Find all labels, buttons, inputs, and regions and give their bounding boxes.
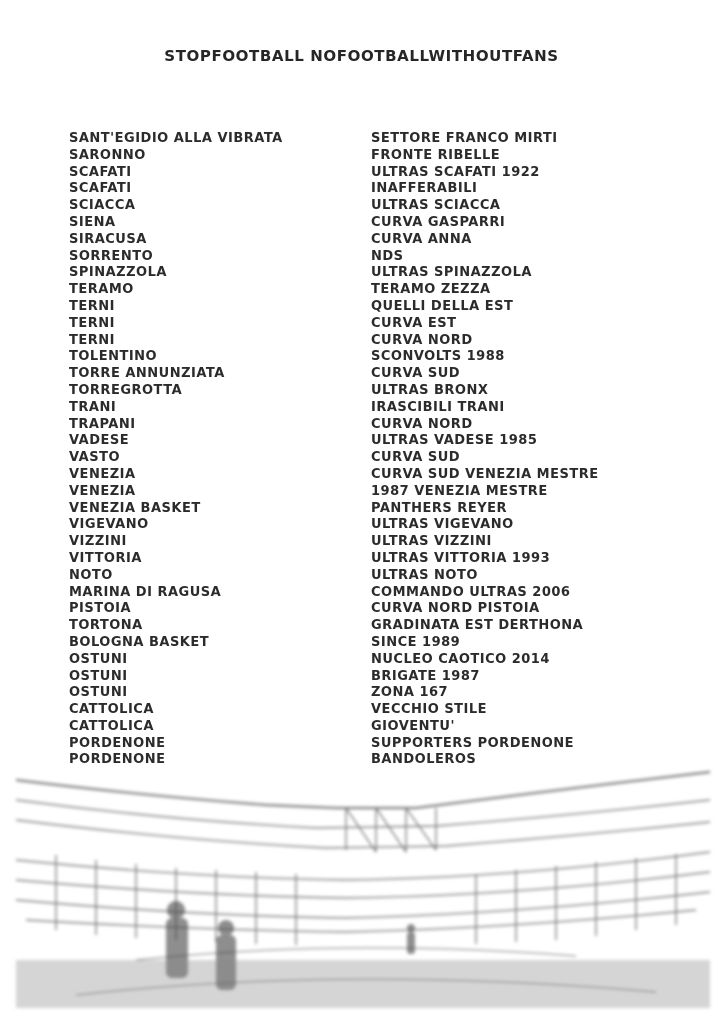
list-item [69,333,669,350]
list-item [69,299,669,316]
list-item [69,198,669,215]
city-name: TRAPANI [69,416,136,432]
city-name: SORRENTO [69,248,154,264]
group-name: IRASCIBILI TRANI [371,399,505,415]
group-name: GIOVENTU' [371,718,455,734]
city-name: TOLENTINO [69,349,158,365]
city-name: VIGEVANO [69,517,149,533]
group-name: CURVA GASPARRI [371,214,506,230]
list-item [69,383,669,400]
group-name: COMMANDO ULTRAS 2006 [371,584,571,600]
list-item [69,165,669,182]
city-name: SCAFATI [69,164,132,180]
group-name: SETTORE FRANCO MIRTI [371,131,558,146]
city-name: CATTOLICA [69,718,154,734]
list-item [69,282,669,299]
list-item [69,669,669,686]
city-name: TERAMO [69,282,134,298]
city-name: NOTO [69,567,113,583]
group-name: ULTRAS VIGEVANO [371,517,514,533]
group-name: ULTRAS SPINAZZOLA [371,265,532,281]
list-item [69,467,669,484]
city-name: CATTOLICA [69,702,154,718]
list-item [69,719,669,736]
city-name: OSTUNI [69,651,128,667]
list-item [69,349,669,366]
list-item [69,232,669,249]
group-name: INAFFERABILI [371,181,478,197]
group-name: QUELLI DELLA EST [371,298,514,314]
list-item [69,585,669,602]
city-name: VIZZINI [69,534,127,550]
list-item [69,551,669,568]
group-name: ULTRAS VADESE 1985 [371,433,538,449]
list-item [69,181,669,198]
group-name: CURVA EST [371,315,457,331]
group-name: SINCE 1989 [371,634,461,650]
city-name: SIRACUSA [69,231,147,247]
group-name: GRADINATA EST DERTHONA [371,618,584,634]
list-item [69,618,669,635]
list-item [69,652,669,669]
group-name: PANTHERS REYER [371,500,507,516]
list-item [69,148,669,165]
city-name: SCIACCA [69,198,136,214]
list-item [69,433,669,450]
list-item [69,601,669,618]
group-name: SUPPORTERS PORDENONE [371,735,575,751]
list-item [69,249,669,266]
list-item [69,450,669,467]
city-name: TORRE ANNUNZIATA [69,366,225,382]
city-name: BOLOGNA BASKET [69,634,210,650]
group-name: CURVA NORD [371,332,473,348]
list-item [69,685,669,702]
city-name: VENEZIA [69,466,136,482]
list-item [69,736,669,753]
list-item [69,316,669,333]
city-name: TRANI [69,399,117,415]
group-name: NDS [371,248,404,264]
group-name: ULTRAS BRONX [371,382,489,398]
city-name: PISTOIA [69,601,132,617]
list-item [69,215,669,232]
group-name: TERAMO ZEZZA [371,282,491,298]
list-item [69,501,669,518]
city-name: PORDENONE [69,752,166,768]
city-name: VASTO [69,450,121,466]
group-name: NUCLEO CAOTICO 2014 [371,651,550,667]
list-item [69,131,669,148]
city-name: MARINA DI RAGUSA [69,584,222,600]
stadium-sketch-illustration [16,760,710,1008]
list-item [69,400,669,417]
city-name: OSTUNI [69,668,128,684]
list-item [69,534,669,551]
city-name: SARONNO [69,147,146,163]
group-name: ULTRAS NOTO [371,567,478,583]
city-name: SANT'EGIDIO ALLA VIBRATA [69,131,283,146]
group-name: CURVA SUD [371,366,461,382]
group-name: CURVA NORD [371,416,473,432]
group-name: BANDOLEROS [371,752,477,768]
fan-groups-list [69,131,669,769]
group-name: ULTRAS SCAFATI 1922 [371,164,540,180]
group-name: CURVA SUD VENEZIA MESTRE [371,466,599,482]
city-name: TORTONA [69,618,143,634]
city-name: VENEZIA [69,483,136,499]
group-name: SCONVOLTS 1988 [371,349,505,365]
list-item [69,635,669,652]
city-name: VENEZIA BASKET [69,500,201,516]
city-name: TERNI [69,332,115,348]
city-name: VITTORIA [69,550,142,566]
city-name: SPINAZZOLA [69,265,167,281]
list-item [69,265,669,282]
group-name: FRONTE RIBELLE [371,147,501,163]
city-name: TORREGROTTA [69,382,183,398]
list-item [69,484,669,501]
list-item [69,517,669,534]
group-name: BRIGATE 1987 [371,668,480,684]
city-name: TERNI [69,298,115,314]
city-name: SCAFATI [69,181,132,197]
group-name: 1987 VENEZIA MESTRE [371,483,548,499]
city-name: SIENA [69,214,116,230]
city-name: TERNI [69,315,115,331]
list-item [69,702,669,719]
group-name: ULTRAS VITTORIA 1993 [371,550,551,566]
group-name: CURVA NORD PISTOIA [371,601,540,617]
page-title: STOPFOOTBALL NOFOOTBALLWITHOUTFANS [164,47,559,65]
list-item [69,568,669,585]
list-item [69,366,669,383]
group-name: ZONA 167 [371,685,449,701]
city-name: VADESE [69,433,130,449]
city-name: PORDENONE [69,735,166,751]
group-name: CURVA ANNA [371,231,472,247]
group-name: CURVA SUD [371,450,461,466]
city-name: OSTUNI [69,685,128,701]
group-name: ULTRAS VIZZINI [371,534,492,550]
list-item [69,417,669,434]
group-name: VECCHIO STILE [371,702,488,718]
group-name: ULTRAS SCIACCA [371,198,501,214]
